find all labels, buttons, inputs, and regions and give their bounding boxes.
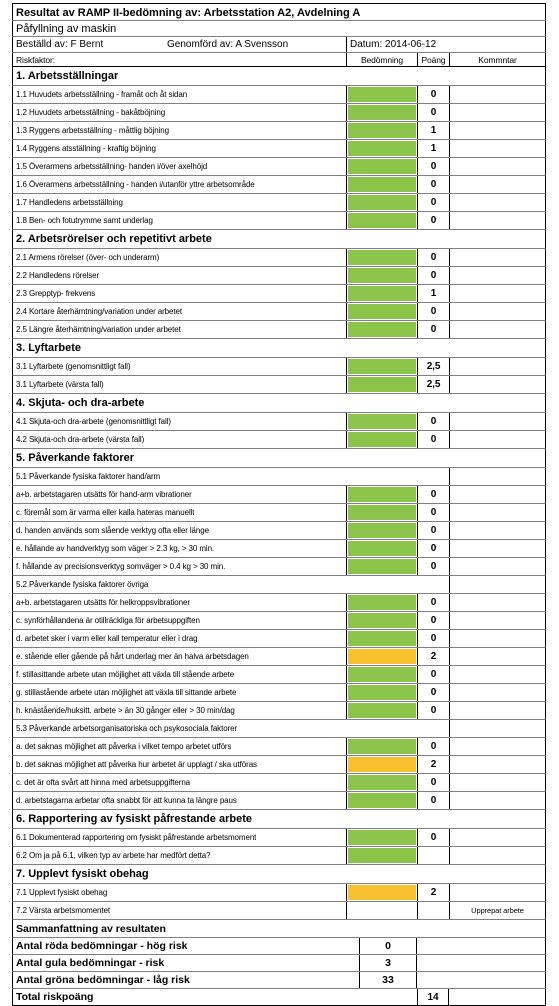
green-assessment-swatch bbox=[348, 268, 416, 283]
green-assessment-swatch bbox=[348, 105, 416, 120]
green-assessment-swatch bbox=[348, 739, 416, 754]
assessment-cell bbox=[346, 884, 417, 901]
green-assessment-swatch bbox=[348, 304, 416, 319]
score-cell bbox=[417, 576, 449, 593]
assessment-cell bbox=[346, 413, 417, 430]
risk-item-label: g. stillastående arbete utan möjlighet att växla till sittande arbete bbox=[16, 688, 237, 697]
assessment-cell bbox=[346, 612, 417, 629]
score-cell: 0 bbox=[417, 702, 449, 719]
risk-item-row bbox=[12, 558, 546, 576]
risk-item-row bbox=[12, 702, 546, 720]
green-assessment-swatch bbox=[348, 685, 416, 700]
risk-item-label: 6.1 Dokumenterad rapportering om fysiskt påfrestande arbetsmoment bbox=[16, 833, 257, 842]
risk-item-row bbox=[12, 594, 546, 612]
risk-item-row bbox=[12, 104, 546, 122]
assessment-cell bbox=[346, 792, 417, 809]
risk-item-row bbox=[12, 666, 546, 684]
orange-assessment-swatch bbox=[348, 649, 416, 664]
section-title: 3. Lyftarbete bbox=[16, 342, 82, 354]
comment-cell bbox=[449, 576, 545, 593]
score-cell: 0 bbox=[417, 522, 449, 539]
assessment-cell bbox=[346, 104, 417, 121]
summary-count-label: Antal röda bedömningar - hög risk bbox=[16, 940, 188, 952]
green-assessment-swatch bbox=[348, 141, 416, 156]
risk-item-row bbox=[12, 884, 546, 902]
risk-item-label: 2.4 Kortare återhämtning/variation under arbetet bbox=[16, 307, 182, 316]
score-cell: 0 bbox=[417, 413, 449, 430]
risk-item-row bbox=[12, 267, 546, 285]
assessment-cell bbox=[346, 594, 417, 611]
subsection-title: 5.2 Påverkande fysiska faktorer övriga bbox=[16, 580, 149, 589]
comment-cell bbox=[449, 720, 545, 737]
assessment-cell bbox=[346, 321, 417, 338]
risk-item-row bbox=[12, 122, 546, 140]
score-cell: 1 bbox=[417, 122, 449, 139]
comment-cell bbox=[449, 829, 545, 846]
assessment-cell bbox=[346, 468, 417, 485]
subtitle-row bbox=[12, 21, 546, 37]
assessment-cell bbox=[346, 666, 417, 683]
green-assessment-swatch bbox=[348, 631, 416, 646]
green-assessment-swatch bbox=[348, 123, 416, 138]
assessment-cell bbox=[346, 158, 417, 175]
risk-item-row bbox=[12, 847, 546, 865]
score-cell: 0 bbox=[417, 540, 449, 557]
risk-item-row bbox=[12, 648, 546, 666]
comment-cell bbox=[449, 358, 545, 375]
score-cell bbox=[417, 720, 449, 737]
risk-item-label: 1.1 Huvudets arbetsställning - framåt och åt sidan bbox=[16, 90, 188, 99]
risk-item-label: 1.2 Huvudets arbetsställning - bakåtböjning bbox=[16, 108, 166, 117]
score-cell: 0 bbox=[417, 774, 449, 791]
green-assessment-swatch bbox=[348, 322, 416, 337]
risk-item-row bbox=[12, 540, 546, 558]
green-assessment-swatch bbox=[348, 523, 416, 538]
comment-cell bbox=[449, 612, 545, 629]
comment-cell bbox=[449, 303, 545, 320]
col-kommentar: Kommntar bbox=[449, 53, 545, 66]
risk-item-row bbox=[12, 792, 546, 810]
green-assessment-swatch bbox=[348, 505, 416, 520]
date-cell: Datum: 2014-06-12 bbox=[346, 37, 545, 52]
risk-item-label: e. stående eller gående på hårt underlag mer än halva arbetsdagen bbox=[16, 652, 249, 661]
assessment-cell bbox=[346, 738, 417, 755]
summary-block bbox=[12, 920, 546, 1006]
score-cell: 0 bbox=[417, 104, 449, 121]
risk-item-label: 7.1 Upplevt fysiskt obehag bbox=[16, 888, 108, 897]
risk-item-label: d. arbetet sker i varm eller kall temperatur eller i drag bbox=[16, 634, 198, 643]
meta-row bbox=[12, 37, 546, 53]
risk-item-row bbox=[12, 431, 546, 449]
summary-count-row bbox=[12, 938, 546, 955]
score-cell: 2 bbox=[417, 884, 449, 901]
risk-item-label: b. det saknas möjlighet att påverka hur arbetet är upplagt / ska utföras bbox=[16, 760, 257, 769]
summary-count-label: Antal gula bedömningar - risk bbox=[16, 957, 165, 969]
ramp-result-sheet bbox=[12, 3, 546, 1006]
score-cell: 0 bbox=[417, 249, 449, 266]
score-cell: 0 bbox=[417, 176, 449, 193]
comment-cell bbox=[449, 756, 545, 773]
total-score-value: 14 bbox=[417, 989, 449, 1005]
comment-cell bbox=[449, 194, 545, 211]
risk-item-row bbox=[12, 774, 546, 792]
score-cell: 0 bbox=[417, 792, 449, 809]
score-cell: 0 bbox=[417, 212, 449, 229]
assessment-cell bbox=[346, 212, 417, 229]
comment-cell bbox=[449, 486, 545, 503]
risk-item-label: a+b. arbetstagaren utsätts för helkroppsvibrationer bbox=[16, 598, 190, 607]
section-header bbox=[12, 339, 546, 358]
score-cell bbox=[417, 902, 449, 919]
total-score-row bbox=[12, 989, 546, 1006]
comment-cell bbox=[449, 376, 545, 393]
comment-cell bbox=[449, 267, 545, 284]
orange-assessment-swatch bbox=[348, 757, 416, 772]
green-assessment-swatch bbox=[348, 377, 416, 392]
risk-item-row bbox=[12, 212, 546, 230]
risk-item-row bbox=[12, 902, 546, 920]
green-assessment-swatch bbox=[348, 667, 416, 682]
risk-item-label: c. synförhållandena är otillräckliga för arbetsuppgiften bbox=[16, 616, 200, 625]
score-cell: 2,5 bbox=[417, 358, 449, 375]
comment-cell bbox=[449, 249, 545, 266]
risk-item-label: 2.5 Längre återhämtning/variation under arbetet bbox=[16, 325, 181, 334]
green-assessment-swatch bbox=[348, 250, 416, 265]
comment-cell bbox=[449, 413, 545, 430]
green-assessment-swatch bbox=[348, 559, 416, 574]
comment-cell bbox=[449, 847, 545, 864]
score-cell: 0 bbox=[417, 738, 449, 755]
summary-count-value: 3 bbox=[359, 955, 417, 971]
risk-item-label: c. föremål som är varma eller kalla hateras manuellt bbox=[16, 508, 195, 517]
green-assessment-swatch bbox=[348, 87, 416, 102]
assessment-cell bbox=[346, 486, 417, 503]
score-cell bbox=[417, 468, 449, 485]
assessment-cell bbox=[346, 756, 417, 773]
col-bedomning: Bedömning bbox=[346, 53, 417, 66]
comment-cell bbox=[449, 792, 545, 809]
risk-item-label: 1.6 Överarmens arbetsställning - handen i/utanför yttre arbetsområde bbox=[16, 180, 255, 189]
risk-item-row bbox=[12, 376, 546, 394]
risk-item-label: 2.1 Armens rörelser (över- och underarm) bbox=[16, 253, 160, 262]
comment-cell: Upprepat arbete bbox=[449, 902, 545, 919]
risk-item-label: 1.8 Ben- och fotutrymme samt underlag bbox=[16, 216, 153, 225]
risk-item-row bbox=[12, 285, 546, 303]
risk-item-label: 7.2 Värsta arbetsmomentet bbox=[16, 906, 110, 915]
ordered-by: Beställd av: F Bernt bbox=[16, 39, 104, 50]
subsection-title: 5.3 Påverkande arbetsorganisatoriska och psykosociala faktorer bbox=[16, 724, 238, 733]
section-header bbox=[12, 449, 546, 468]
score-cell: 0 bbox=[417, 684, 449, 701]
assessment-cell bbox=[346, 648, 417, 665]
summary-count-value: 0 bbox=[359, 938, 417, 954]
assessment-cell bbox=[346, 684, 417, 701]
section-title: 7. Upplevt fysiskt obehag bbox=[16, 868, 149, 880]
assessment-cell bbox=[346, 630, 417, 647]
risk-item-row bbox=[12, 158, 546, 176]
comment-cell bbox=[449, 684, 545, 701]
assessment-cell bbox=[346, 176, 417, 193]
assessment-cell bbox=[346, 431, 417, 448]
risk-item-label: 1.5 Överarmens arbetsställning- handen i/över axelhöjd bbox=[16, 162, 208, 171]
summary-count-label: Antal gröna bedömningar - låg risk bbox=[16, 974, 190, 986]
report-title: Resultat av RAMP II-bedömning av: Arbetsstation A2, Avdelning A bbox=[16, 7, 361, 19]
green-assessment-swatch bbox=[348, 613, 416, 628]
assessment-cell bbox=[346, 774, 417, 791]
assessment-cell bbox=[346, 720, 417, 737]
risk-item-label: 4.2 Skjuta-och dra-arbete (värsta fall) bbox=[16, 435, 145, 444]
risk-item-row bbox=[12, 756, 546, 774]
comment-cell bbox=[449, 140, 545, 157]
score-cell: 0 bbox=[417, 666, 449, 683]
assessment-cell bbox=[346, 358, 417, 375]
column-header-row bbox=[12, 53, 546, 67]
green-assessment-swatch bbox=[348, 487, 416, 502]
risk-item-label: 4.1 Skjuta-och dra-arbete (genomsnittligt fall) bbox=[16, 417, 171, 426]
risk-item-label: 1.3 Ryggens arbetsställning - måttlig böjning bbox=[16, 126, 169, 135]
comment-cell bbox=[449, 176, 545, 193]
risk-item-row bbox=[12, 249, 546, 267]
risk-item-label: f. hållande av precisionsverktyg somväger > 0.4 kg > 30 min. bbox=[16, 562, 226, 571]
green-assessment-swatch bbox=[348, 286, 416, 301]
score-cell: 0 bbox=[417, 630, 449, 647]
risk-item-row bbox=[12, 504, 546, 522]
col-riskfaktor: Riskfaktor: bbox=[16, 55, 56, 65]
green-assessment-swatch bbox=[348, 595, 416, 610]
assessment-cell bbox=[346, 702, 417, 719]
report-subtitle: Påfyllning av maskin bbox=[16, 23, 117, 35]
score-cell: 0 bbox=[417, 504, 449, 521]
risk-item-row bbox=[12, 522, 546, 540]
comment-cell bbox=[449, 648, 545, 665]
comment-cell bbox=[449, 522, 545, 539]
green-assessment-swatch bbox=[348, 159, 416, 174]
assessment-cell bbox=[346, 522, 417, 539]
risk-item-label: 2.3 Grepptyp- frekvens bbox=[16, 289, 96, 298]
section-header bbox=[12, 67, 546, 86]
risk-item-row bbox=[12, 486, 546, 504]
risk-item-row bbox=[12, 358, 546, 376]
green-assessment-swatch bbox=[348, 432, 416, 447]
risk-item-label: 1.7 Handledens arbetsställning bbox=[16, 198, 123, 207]
risk-item-label: 6.2 Om ja på 6.1, vilken typ av arbete har medfört detta? bbox=[16, 851, 211, 860]
col-poang: Poäng bbox=[417, 53, 449, 66]
green-assessment-swatch bbox=[348, 848, 416, 863]
risk-item-label: f. stillasittande arbete utan möjlighet att växla till stående arbete bbox=[16, 670, 235, 679]
green-assessment-swatch bbox=[348, 213, 416, 228]
risk-item-label: c. det är ofta svårt att hinna med arbetsuppgifterna bbox=[16, 778, 191, 787]
risk-item-row bbox=[12, 738, 546, 756]
assessment-cell bbox=[346, 303, 417, 320]
comment-cell bbox=[449, 431, 545, 448]
score-cell: 1 bbox=[417, 285, 449, 302]
green-assessment-swatch bbox=[348, 195, 416, 210]
risk-item-label: 2.2 Handledens rörelser bbox=[16, 271, 100, 280]
assessment-rows bbox=[12, 67, 546, 920]
green-assessment-swatch bbox=[348, 414, 416, 429]
assessment-cell bbox=[346, 847, 417, 864]
score-cell: 0 bbox=[417, 158, 449, 175]
risk-item-row bbox=[12, 684, 546, 702]
risk-item-label: h. knästående/huksitt. arbete > än 30 gånger eller > 30 min/dag bbox=[16, 706, 235, 715]
green-assessment-swatch bbox=[348, 830, 416, 845]
title-row bbox=[12, 3, 546, 21]
comment-cell bbox=[449, 540, 545, 557]
risk-item-label: e. hållande av handverktyg som väger > 2.3 kg, > 30 min. bbox=[16, 544, 215, 553]
comment-cell bbox=[449, 702, 545, 719]
section-title: 1. Arbetsställningar bbox=[16, 70, 119, 82]
section-title: 6. Rapportering av fysiskt påfrestande arbete bbox=[16, 813, 252, 825]
comment-cell bbox=[449, 321, 545, 338]
total-score-label: Total riskpoäng bbox=[16, 991, 94, 1003]
comment-cell bbox=[449, 774, 545, 791]
section-title: 2. Arbetsrörelser och repetitivt arbete bbox=[16, 233, 212, 245]
score-cell: 0 bbox=[417, 86, 449, 103]
score-cell: 0 bbox=[417, 303, 449, 320]
summary-count-row bbox=[12, 955, 546, 972]
comment-cell bbox=[449, 630, 545, 647]
section-title: 5. Påverkande faktorer bbox=[16, 452, 135, 464]
summary-title-row bbox=[12, 920, 546, 938]
score-cell: 1 bbox=[417, 140, 449, 157]
comment-cell bbox=[449, 504, 545, 521]
green-assessment-swatch bbox=[348, 775, 416, 790]
comment-cell bbox=[449, 212, 545, 229]
score-cell: 2,5 bbox=[417, 376, 449, 393]
risk-item-label: a+b. arbetstagaren utsätts för hand-arm vibrationer bbox=[16, 490, 192, 499]
comment-cell bbox=[449, 594, 545, 611]
score-cell: 0 bbox=[417, 431, 449, 448]
comment-cell bbox=[449, 468, 545, 485]
subsection-row bbox=[12, 720, 546, 738]
section-header bbox=[12, 394, 546, 413]
assessment-cell bbox=[346, 558, 417, 575]
green-assessment-swatch bbox=[348, 541, 416, 556]
section-header bbox=[12, 230, 546, 249]
score-cell: 2 bbox=[417, 648, 449, 665]
summary-count-row bbox=[12, 972, 546, 989]
section-header bbox=[12, 810, 546, 829]
score-cell: 0 bbox=[417, 267, 449, 284]
score-cell: 0 bbox=[417, 558, 449, 575]
green-assessment-swatch bbox=[348, 359, 416, 374]
score-cell: 0 bbox=[417, 829, 449, 846]
assessment-cell bbox=[346, 267, 417, 284]
assessment-cell bbox=[346, 540, 417, 557]
comment-cell bbox=[449, 122, 545, 139]
risk-item-label: d. arbetstagarna arbetar ofta snabbt för att kunna ta längre paus bbox=[16, 796, 237, 805]
risk-item-row bbox=[12, 413, 546, 431]
assessment-cell bbox=[346, 194, 417, 211]
risk-item-label: 3.1 Lyftarbete (genomsnittligt fall) bbox=[16, 362, 131, 371]
assessment-cell bbox=[346, 140, 417, 157]
risk-item-row bbox=[12, 612, 546, 630]
score-cell bbox=[417, 847, 449, 864]
comment-cell bbox=[449, 104, 545, 121]
orange-assessment-swatch bbox=[348, 885, 416, 900]
subsection-row bbox=[12, 468, 546, 486]
green-assessment-swatch bbox=[348, 703, 416, 718]
assessment-cell bbox=[346, 576, 417, 593]
risk-item-label: d. handen används som slående verktyg ofta eller länge bbox=[16, 526, 209, 535]
score-cell: 0 bbox=[417, 612, 449, 629]
risk-item-label: 1.4 Ryggens atsställning - kraftig böjning bbox=[16, 144, 156, 153]
assessment-cell bbox=[346, 249, 417, 266]
green-assessment-swatch bbox=[348, 177, 416, 192]
assessment-cell bbox=[346, 504, 417, 521]
assessment-cell bbox=[346, 376, 417, 393]
summary-count-value: 33 bbox=[359, 972, 417, 988]
assessment-cell bbox=[346, 122, 417, 139]
section-title: 4. Skjuta- och dra-arbete bbox=[16, 397, 145, 409]
risk-item-row bbox=[12, 140, 546, 158]
risk-item-label: a. det saknas möjlighet att påverka i vilket tempo arbetet utförs bbox=[16, 742, 232, 751]
assessment-cell bbox=[346, 902, 417, 919]
performed-by: Genomförd av: A Svensson bbox=[167, 39, 289, 50]
comment-cell bbox=[449, 158, 545, 175]
risk-item-row bbox=[12, 303, 546, 321]
risk-item-row bbox=[12, 176, 546, 194]
risk-item-row bbox=[12, 194, 546, 212]
risk-item-row bbox=[12, 630, 546, 648]
comment-cell bbox=[449, 666, 545, 683]
green-assessment-swatch bbox=[348, 793, 416, 808]
risk-item-row bbox=[12, 321, 546, 339]
risk-item-label: 3.1 Lyftarbete (värsta fall) bbox=[16, 380, 104, 389]
assessment-cell bbox=[346, 829, 417, 846]
comment-cell bbox=[449, 285, 545, 302]
score-cell: 0 bbox=[417, 486, 449, 503]
risk-item-row bbox=[12, 86, 546, 104]
score-cell: 0 bbox=[417, 321, 449, 338]
comment-cell bbox=[449, 884, 545, 901]
assessment-cell bbox=[346, 285, 417, 302]
comment-cell bbox=[449, 738, 545, 755]
risk-item-row bbox=[12, 829, 546, 847]
subsection-row bbox=[12, 576, 546, 594]
score-cell: 2 bbox=[417, 756, 449, 773]
assessment-cell bbox=[346, 86, 417, 103]
score-cell: 0 bbox=[417, 594, 449, 611]
score-cell: 0 bbox=[417, 194, 449, 211]
comment-cell bbox=[449, 86, 545, 103]
comment-cell bbox=[449, 558, 545, 575]
section-header bbox=[12, 865, 546, 884]
summary-title: Sammanfattning av resultaten bbox=[16, 923, 166, 935]
subsection-title: 5.1 Påverkande fysiska faktorer hand/arm bbox=[16, 472, 161, 481]
